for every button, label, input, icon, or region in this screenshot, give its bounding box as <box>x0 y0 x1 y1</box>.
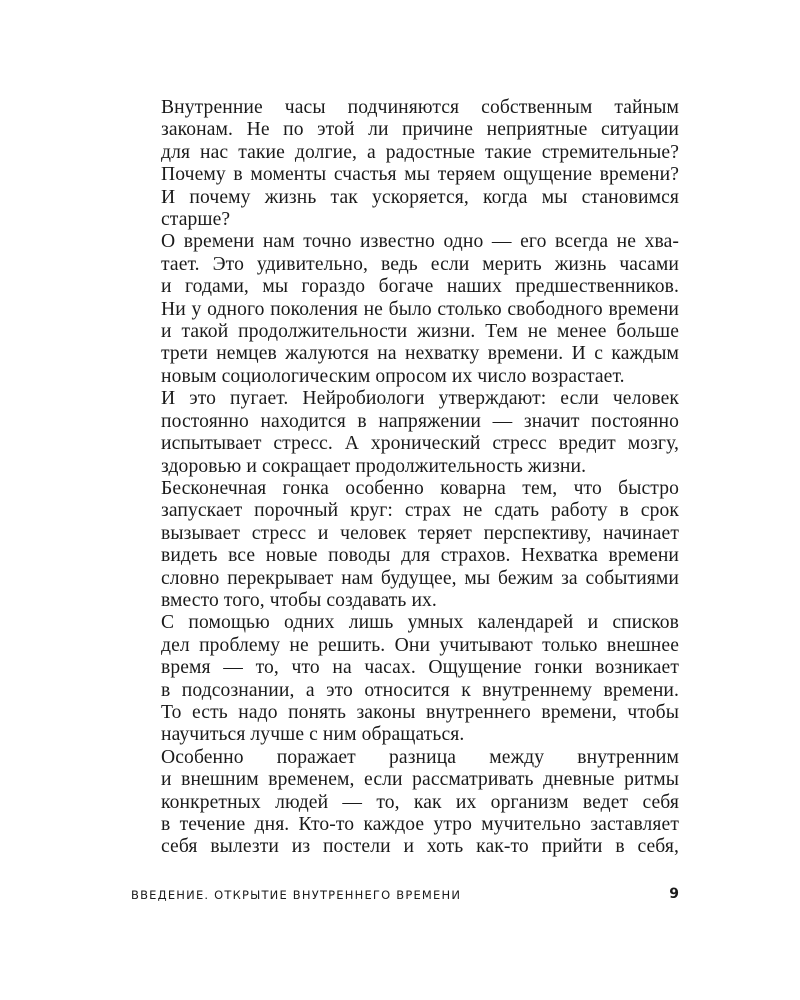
text-line: постоянно находится в напряжении — значит постоянно <box>161 410 679 432</box>
paragraph <box>131 388 679 478</box>
text-line: себя вылезти из постели и хоть как-то прийти в себя, <box>161 836 679 858</box>
running-head: ВВЕДЕНИЕ. ОТКРЫТИЕ ВНУТРЕННЕГО ВРЕМЕНИ <box>131 888 462 902</box>
paragraph <box>131 747 679 859</box>
body-text <box>131 97 679 859</box>
text-line: Бесконечная гонка особенно коварна тем, что быстро <box>161 477 679 499</box>
text-line: Ни у одного поколения не было столько свободного времени <box>161 298 679 320</box>
text-line: законам. Не по этой ли причине неприятные ситуации <box>161 119 679 141</box>
text-line: видеть все новые поводы для страхов. Нехватка времени <box>161 545 679 567</box>
text-line: запускает порочный круг: страх не сдать работу в срок <box>161 500 679 522</box>
text-line: Почему в моменты счастья мы теряем ощущение времени? <box>161 164 679 186</box>
text-line: вызывает стресс и человек теряет перспективу, начинает <box>161 522 679 544</box>
text-line: О времени нам точно известно одно — его всегда не хва- <box>161 231 679 253</box>
page-body <box>131 97 679 859</box>
text-line: вместо того, чтобы создавать их. <box>161 589 437 611</box>
text-line: в подсознании, а это относится к внутреннему времени. <box>161 679 679 701</box>
page-number: 9 <box>669 886 679 902</box>
text-line: и внешним временем, если рассматривать дневные ритмы <box>161 769 679 791</box>
paragraph <box>131 97 679 231</box>
paragraph <box>131 612 679 746</box>
paragraph <box>131 478 679 612</box>
text-line: И это пугает. Нейробиологи утверждают: если человек <box>161 388 679 410</box>
text-line: То есть надо понять законы внутреннего времени, чтобы <box>161 701 679 723</box>
text-line: словно перекрывает нам будущее, мы бежим за событиями <box>161 567 679 589</box>
text-line: трети немцев жалуются на нехватку времени. И с каждым <box>161 343 679 365</box>
paragraph <box>131 231 679 388</box>
text-line: и годами, мы гораздо богаче наших предшественников. <box>161 276 679 298</box>
text-line: научиться лучше с ним обращаться. <box>161 724 465 746</box>
text-line: испытывает стресс. А хронический стресс вредит мозгу, <box>161 433 679 455</box>
text-line: в течение дня. Кто-то каждое утро мучительно заставляет <box>161 814 679 835</box>
text-line: И почему жизнь так ускоряется, когда мы становимся <box>161 186 679 208</box>
text-line: новым социологическим опросом их число возрастает. <box>161 365 625 387</box>
text-line: С помощью одних лишь умных календарей и списков <box>161 612 679 634</box>
text-line: дел проблему не решить. Они учитывают только внешнее <box>161 634 679 656</box>
text-line: и такой продолжительности жизни. Тем не менее больше <box>161 321 679 343</box>
text-line: конкретных людей — то, как их организм ведет себя <box>161 791 679 813</box>
text-line: старше? <box>161 209 231 231</box>
text-line: Внутренние часы подчиняются собственным тайным <box>161 97 679 118</box>
text-line: время — то, что на часах. Ощущение гонки возникает <box>161 657 679 679</box>
text-line: здоровью и сокращает продолжительность жизни. <box>161 455 587 477</box>
page-footer <box>131 888 679 908</box>
text-line: Особенно поражает разница между внутренним <box>161 746 679 768</box>
text-line: для нас такие долгие, а радостные такие стремительные? <box>161 141 679 163</box>
text-line: тает. Это удивительно, ведь если мерить жизнь часами <box>161 253 679 275</box>
